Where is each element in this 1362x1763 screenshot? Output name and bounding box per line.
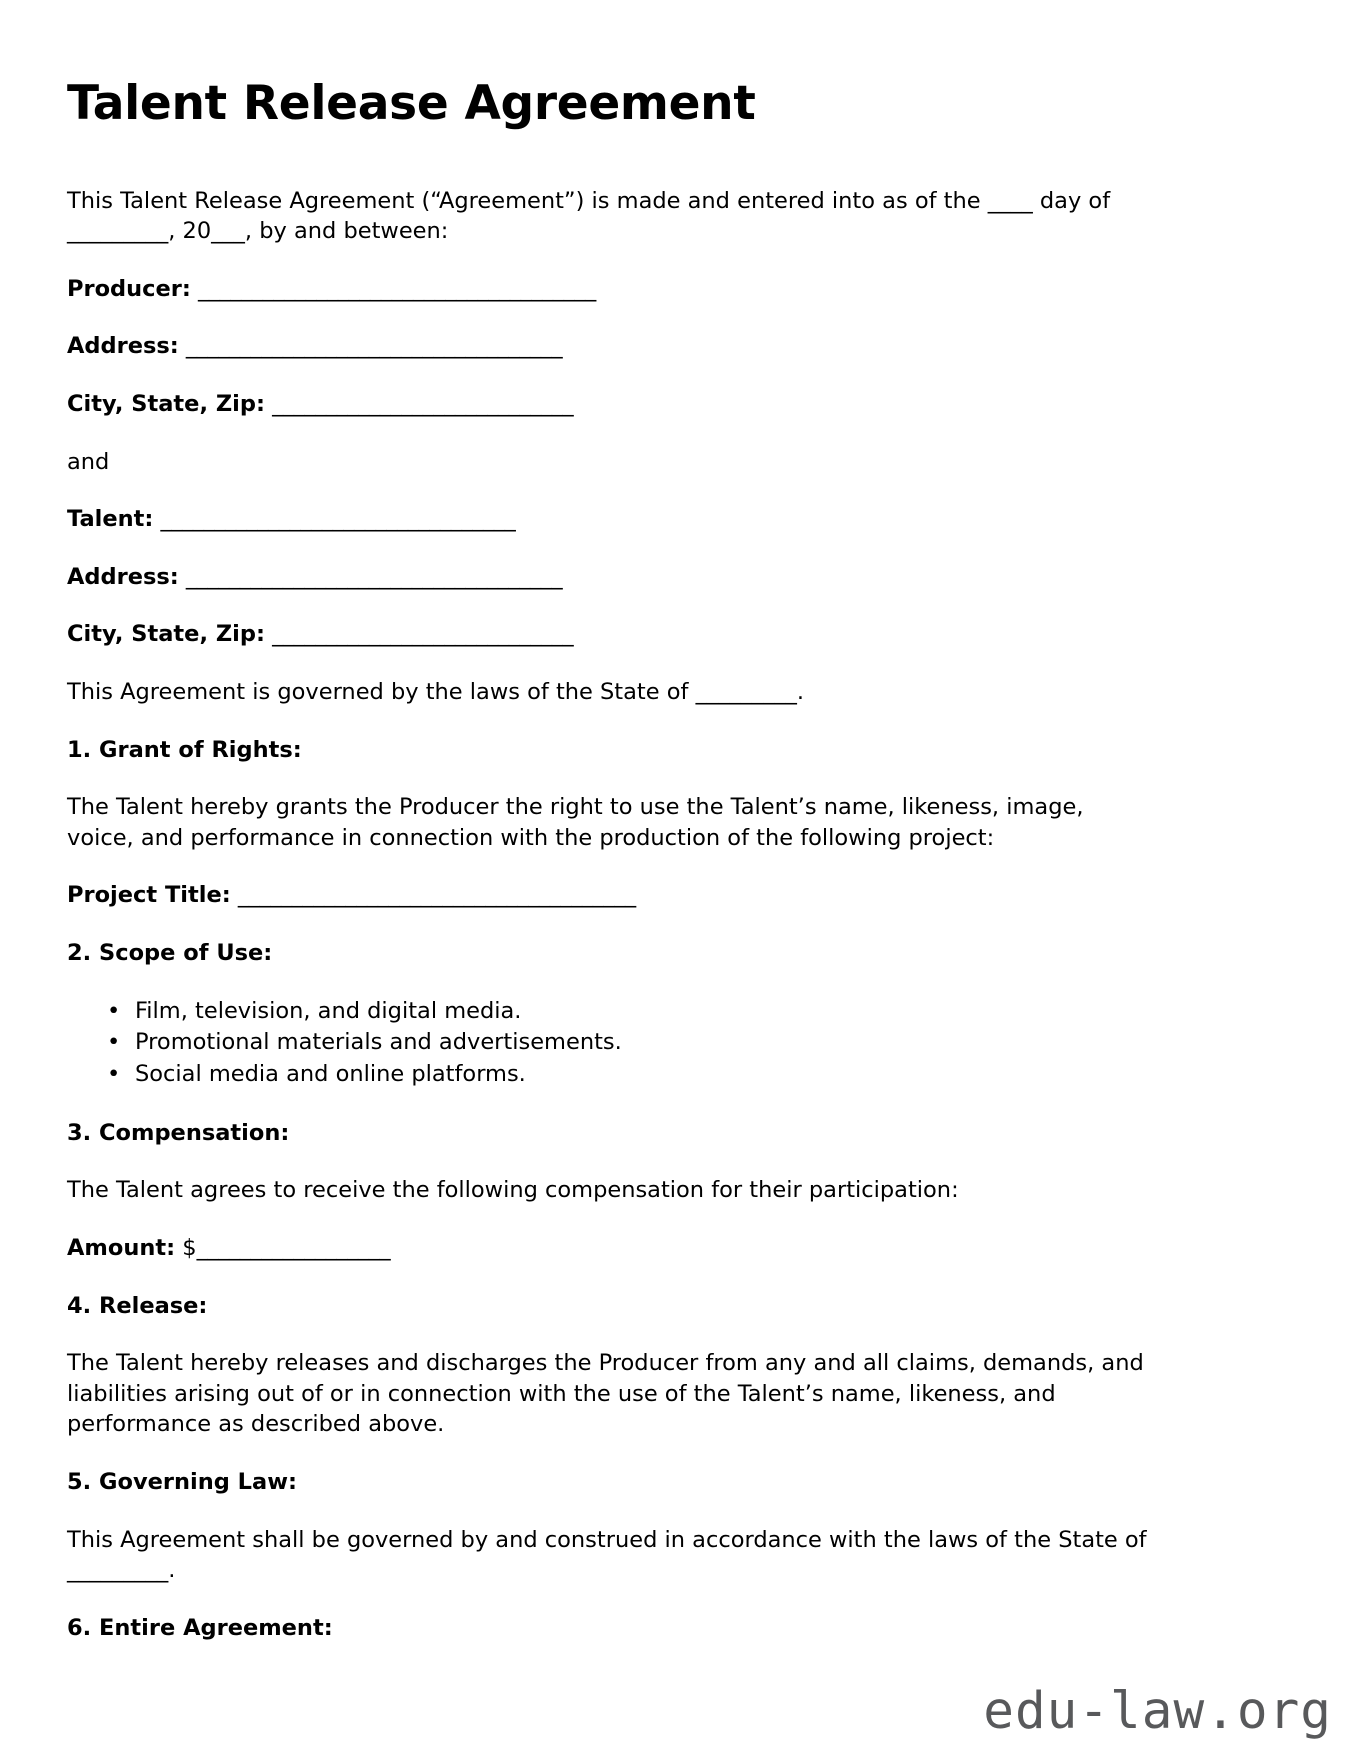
field-label-producer: Producer: (67, 275, 191, 302)
field-producer-city (67, 389, 1214, 420)
section-heading-governing-law: 5. Governing Law: (67, 1468, 297, 1495)
section-body-governing-law: This Agreement shall be governed by and construed in accordance with the laws of the State of _________. (67, 1526, 1147, 1584)
field-producer-name (67, 274, 1214, 305)
list-item: • Social media and online platforms. (135, 1059, 1214, 1091)
list-item: • Film, television, and digital media. (135, 996, 1214, 1028)
scope-of-use-list (67, 996, 1214, 1091)
field-label-amount: Amount: (67, 1234, 176, 1261)
field-talent-name (67, 504, 1214, 535)
governing-intro-paragraph: This Agreement is governed by the laws of the State of _________. (67, 679, 804, 706)
field-label-project-title: Project Title: (67, 882, 231, 909)
section-heading-grant-of-rights: 1. Grant of Rights: (67, 736, 302, 763)
field-blank-talent-address[interactable]: ___________________________________ (185, 563, 563, 590)
field-talent-city (67, 619, 1214, 650)
section-heading-scope-of-use: 2. Scope of Use: (67, 940, 273, 966)
field-blank-talent-city[interactable]: ____________________________ (272, 621, 574, 648)
list-item: • Promotional materials and advertisements. (135, 1027, 1214, 1059)
field-project-title (67, 880, 1214, 911)
field-label-talent: Talent: (67, 506, 154, 533)
section-body-grant-of-rights: The Talent hereby grants the Producer the right to use the Talent’s name, likeness, image, voice, and performance in connection with the production of the following project: (67, 794, 1084, 851)
field-producer-address (67, 331, 1214, 362)
field-blank-amount[interactable]: __________________ (196, 1234, 391, 1261)
watermark: edu-law.org (983, 1682, 1332, 1741)
field-label-talent-city: City, State, Zip: (67, 621, 265, 648)
section-body-compensation: The Talent agrees to receive the following compensation for their participation: (67, 1177, 959, 1204)
section-heading-entire-agreement: 6. Entire Agreement: (67, 1614, 333, 1641)
field-blank-talent[interactable]: _________________________________ (160, 506, 516, 533)
field-blank-producer[interactable]: _____________________________________ (198, 275, 596, 302)
field-blank-project-title[interactable]: _____________________________________ (237, 882, 636, 909)
field-label-talent-address: Address: (67, 563, 179, 590)
section-body-release: The Talent hereby releases and discharges the Producer from any and all claims, demands, and liabilities arising out of or in connection with the use of the Talent’s name, likeness, and performance as described above. (67, 1350, 1144, 1438)
field-blank-producer-address[interactable]: ___________________________________ (185, 333, 563, 360)
field-blank-producer-city[interactable]: ____________________________ (272, 391, 574, 418)
currency-symbol: $ (182, 1234, 197, 1261)
conjunction-and: and (67, 448, 110, 475)
field-label-producer-address: Address: (67, 333, 179, 360)
section-heading-release: 4. Release: (67, 1292, 208, 1319)
field-talent-address (67, 562, 1214, 593)
field-label-producer-city: City, State, Zip: (67, 391, 265, 418)
page-title: Talent Release Agreement (67, 76, 756, 131)
field-amount (67, 1233, 1214, 1264)
intro-paragraph: This Talent Release Agreement (“Agreement”) is made and entered into as of the ____ day of _________, 20___, by and between: (67, 187, 1111, 245)
section-heading-compensation: 3. Compensation: (67, 1119, 290, 1146)
